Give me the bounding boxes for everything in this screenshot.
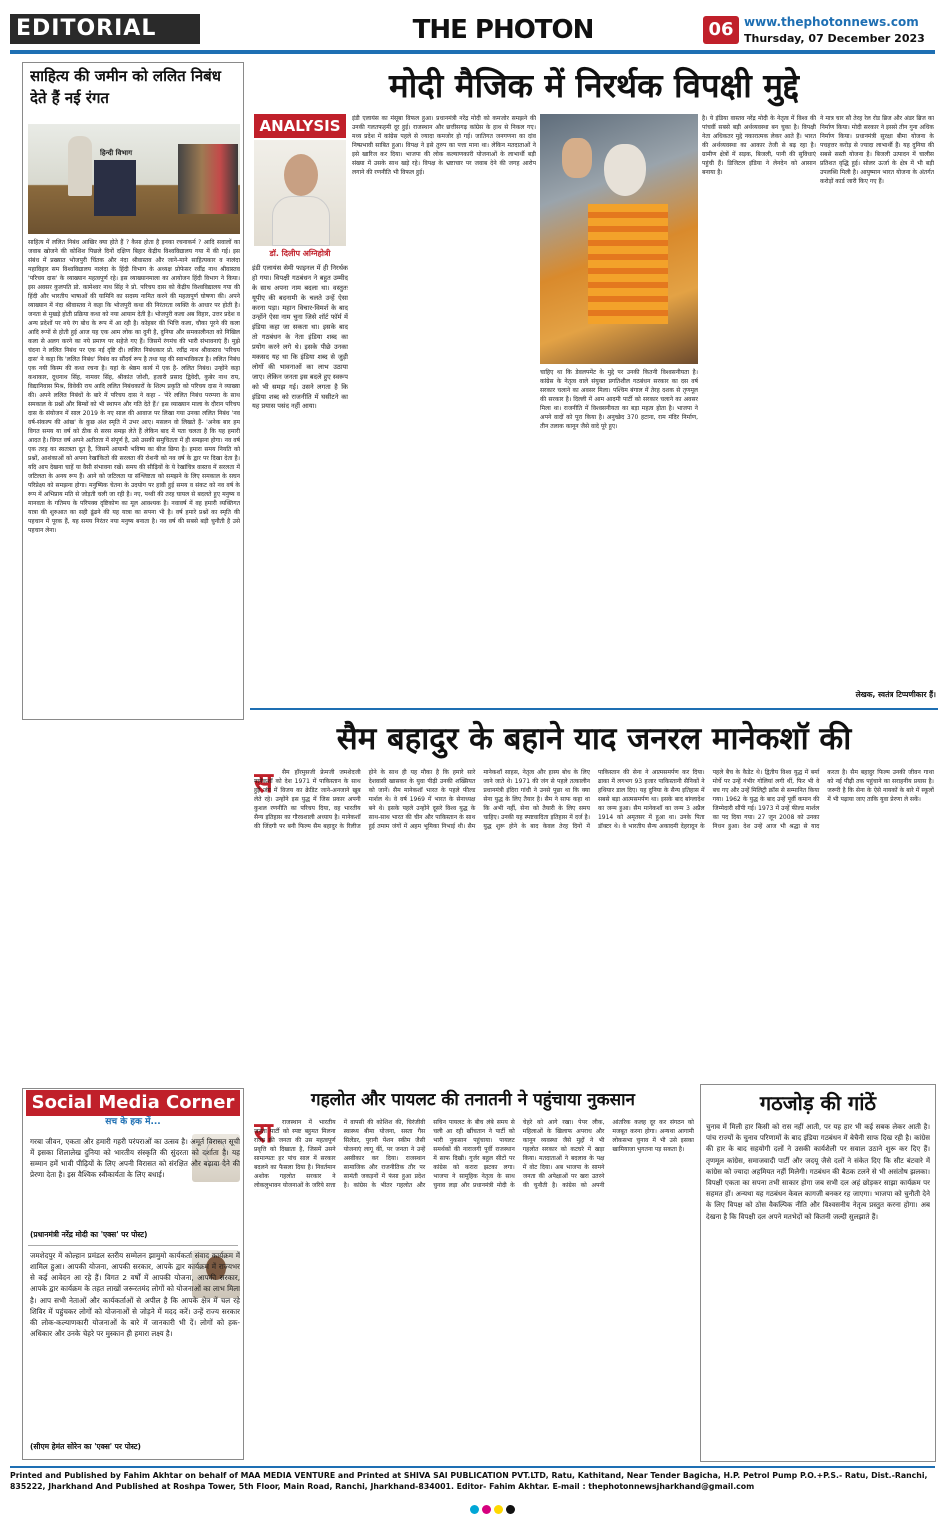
modi-hand (562, 138, 592, 178)
lead-col-g: ने मात्र चार सौ तेरह रेल रोड ब्रिज और अंडर ब्रिज का निर्माण किया। मोदी सरकार ने इससे तीन गुना अधिक निर्माण किया। प्रधानमंत्री सुरक्षा बीमा योजना के पचहत्तर करोड़ से ज्यादा लाभार्थी हैं। यह दुनिया की सबसे सस्ती योजना है। बिजली उत्पादन में चालीस प्रतिशत वृद्धि हुई। सोलर ऊर्जा के क्षेत्र में भी बड़ी उपलब्धि मिली है। आयुष्मान भारत योजना के अंतर्गत करोड़ों कार्ड जारी किए गए हैं। (820, 115, 934, 185)
social-title: Social Media Corner (26, 1090, 240, 1116)
crop-mark-magenta (482, 1505, 491, 1514)
website: www.thephotonnews.com (744, 15, 919, 29)
crop-mark-cyan (470, 1505, 479, 1514)
social-post2: जमशेदपुर में कोल्हान प्रमंडल स्तरीय सम्मेलन झामुमो कार्यकर्ता संवाद कार्यक्रम में शामिल हुआ। आपकी योजना, आपकी सरकार, आपके द्वार कार्यक्रम में राज्यभर से कई आवेदन आ रहे हैं। विगत 2 वर्षों में आपकी योजना, आपकी सरकार, आपके द्वार कार्यक्रम के तहत लाखों जरूरतमंद लोगों को योजनाओं का लाभ मिला है। आप सभी नेताओं और कार्यकर्ताओं से अपील है कि आपके क्षेत्र में चल रहे शिविर में पहुंचकर लोगों को योजनाओं से जोड़ने में मदद करें। उन्हें राज्य सरकार की लोक-कल्याणकारी योजनाओं के बारे में जानकारी भी दें। लोगों को हक-अधिकार और उनके चेहरे पर मुस्कान ही हमारा लक्ष्य है। (30, 1251, 240, 1339)
analysis-label: ANALYSIS (254, 114, 346, 138)
author-head (284, 154, 318, 196)
social-post2-by: (सीएम हेमंत सोरेन का 'एक्स' पर पोस्ट) (30, 1442, 141, 1451)
lead-col-d: चाहिए था कि डेवलपमेंट के मुद्दे पर उनकी कितनी विश्वसनीयता है। कांग्रेस के नेतृत्व वाले संयुक्त प्रगतिशील गठबंधन सरकार का दस वर्ष सरकार चलाने का अवसर मिला। पश्चिम बंगाल में तेरह दशक से तृणमूल की सरकार है। दिल्ली में आम आदमी पार्टी को सरकार चलाने का अवसर मिला था। राजनीति में विश्वसनीयता का बड़ा महत्व होता है। भाजपा ने अपने वादों को पूरा किया है। अनुच्छेद 370 हटाना, राम मंदिर निर्माण, तीन तलाक कानून जैसे वादे पूरे हुए। (540, 369, 698, 430)
left-story-headline: साहित्य की जमीन को ललित निबंध देते हैं नई रंगत (30, 67, 221, 107)
second-headline: सैम बहादुर के बहाने याद जनरल मानेकशॉ की (336, 721, 852, 757)
masthead-rule (10, 50, 935, 54)
section-label-text: EDITORIAL (16, 16, 157, 41)
lead-rule (250, 708, 938, 710)
social-subtitle: सच के हक में... (105, 1117, 161, 1127)
lead-headline: मोदी मैजिक में निरर्थक विपक्षी मुद्दे (389, 66, 799, 105)
third-headline: गहलोत और पायलट की तनातनी ने पहुंचाया नुकसान (311, 1090, 635, 1110)
crop-mark-yellow (494, 1505, 503, 1514)
author-photo (254, 140, 346, 246)
social-post1-by: (प्रधानमंत्री नरेंद्र मोदी का 'एक्स' पर पोस्ट) (30, 1230, 148, 1239)
left-story-photo (28, 124, 240, 234)
footer-rule (10, 1466, 935, 1468)
author-body (272, 196, 330, 246)
box-body: चुनाव में मिली हार किसी को रास नहीं आती, पर यह हार भी कई सबक लेकर आती है। पांच राज्यों के चुनाव परिणामों के बाद इंडिया गठबंधन में बेचैनी साफ दिख रही है। कांग्रेस की हार के बाद सहयोगी दलों ने उसकी कार्यशैली पर सवाल उठाने शुरू कर दिए हैं। तृणमूल कांग्रेस, समाजवादी पार्टी और जदयू जैसे दलों ने संकेत दिए कि सीट बंटवारे में कांग्रेस को ज्यादा अहमियत नहीं मिलेगी। गठबंधन की बैठक टलने से भी असंतोष झलका। विपक्षी एकता का सपना तभी साकार होगा जब सभी दल अहं छोड़कर साझा कार्यक्रम पर सहमत हों। अन्यथा यह गठबंधन केवल कागजी बनकर रह जाएगा। भाजपा को चुनौती देने के लिए विपक्ष को ठोस वैकल्पिक नीति और विश्वसनीय नेतृत्व प्रस्तुत करना होगा। अब देखना है कि विपक्षी दल अपने मतभेदों को कितनी जल्दी सुलझाते हैं। (706, 1123, 930, 1221)
social-divider (28, 1245, 238, 1246)
third-drop-cap: रा (254, 1118, 273, 1148)
left-story-body: साहित्य में ललित निबंध आखिर क्या होते हैं ? कैसा होता है इनका रचनाकर्म ? आदि सवालों का जवाब खोजने की कोशिश पिछले दिनों दक्षिण बिहार केंद्रीय विश्वविद्यालय गया में की गई। इस संबंध में प्रख्यात भोजपुरी चिंतक और नंदा श्रीवास्तव और जाने-माने साहित्यकार व नालंदा महाविहार सम विश्वविद्यालय नालंदा के हिंदी विभाग के अध्यक्ष प्रोफेसर रवींद्र नाथ श्रीवास्तव 'परिचय दास' के व्याख्यान महत्वपूर्ण रहे। इस व्याख्यानमाला का आयोजन हिंदी विभाग ने किया। इस अवसर कुलपति प्रो. कामेश्वर नाथ सिंह ने प्रो. परिचय दास को केंद्रीय विश्वविद्यालय गया की हिंदी और भारतीय भाषाओं की यामिनि का सदस्य नामित करने की महत्वपूर्ण घोषणा की। अपने व्याख्यान में नंदा श्रीवास्तव ने कहा कि भोजपुरी कथा की निरंतरता व्यक्ति के आधार पर होती है। जनता से मुखड़े होती प्रक्रिया कथा को नया आयाम देती है। भोजपुरी कला अब विहार, उत्तर प्रदेश व अन्य प्रदेशों पर नये रंग बोध के रूप में आ रही है। कोहबर की भित्ति कला, चौका पूरने की कला आदि रूपों से होती हुई आज यह एक आम लोक का दुनी है, दुनिया और समकालीनता को निखिल कला से अलग करने का नये प्रमाण पर सहेजे गए हैं। जिसमें रंगमंच की भारी संभावनाएं हैं। मुझे चंदना ने ललित निबंध पर एक नई दृष्टि दी। ललित निबंधकार प्रो. रवींद्र नाथ श्रीवास्तव 'परिचय दास' ने कहा कि 'ललित निबंध' निबंध का सौंदर्य रूप है तथा यह की स्वाभाविकता है। ललित निबंध एक नयी किस्म की कथा रचना है। यहां के श्रेष्ठम कार्य में एक है- ललित निबंध। उन्होंने कहा कथाकार, दूधनाथ सिंह, नामवर सिंह, श्रीकांत जोशी, हजारी प्रसाद द्विवेदी, कुबेर नाथ राय, विद्यानिवास मिश्र, विवेकी राय आदि ललित निबंधकारों के शिल्प प्रकृति को परिचय दास ने व्याख्या की। अपने ललित निबंधों के बारे में परिचय दास ने कहा - 'मेरे ललित निबंध परम्परा के साथ समकाल के प्रश्नों और बिम्बों को भी स्थापन और गति देते हैं।' इस व्याख्यान माला के दौरान परिचय दास के संयोजन में साल 2019 के नए साल की आवाज पर लिखा गया उनका ललित निबंध 'नव वर्ष-संकल्प की आंख' के कुछ अंश स्मृति में उभर आए। मसलन वो लिखते हैं- 'अनेक बार हम विगत समय या वर्ष को ठीक से सरस समझ लेते हैं लेकिन बाद में पता चलता है कि यह हमारी आदत है। विगत वर्ष अपने अतीतता में संपूर्ण है, उसे उसकी समुचितता में ही समझना होगा। नव वर्ष एक तरह का स्वतत्रता दूत है, जिसमें आयामी भविष्य का बीज छिपा है। हमारा समय नियति को प्रश्नों, आशंकाओं को अपना रेखांकितो की सरलता की रोशनी को नव वर्ष के द्वार पर दिखा देता है। यदि आप देखना चाहें या वैसी संभावना रखें। समय की सीढ़ियों के ये रेखांचित्र वास्तव में सरलता में जटिलता के अनय रूप हैं। आने को जटिलता या संश्लिष्टता को समझने के लिए समकाल के सघन परिप्रेक्ष्य को समझना होगा। मनुष्यिक चेतना के उदयोग पर हावी हुई समय व संकट को नव वर्ष के रूप में अभिप्राय मति से जोड़ती चली जा रही है। नए, पथ्वी की तरह घायल से बदलते हुए मनुष्य व मानवता के गतिमय के परिपक्व दृष्टिकोण का मूल आवश्यक है। नवावर्ष में वह हमारी व्यक्तिगत यात्रा की शुरुआत का सही ढूंढने की यह यात्रा का सपना भी है। वर्ष हमारे प्रश्नों का स्मृति की पहचान में पूरक हैं, यह समय निरंतर नया मनुष्य बनाता है। नव वर्ष की सबसे बड़ी चुनौती है उसे पहचान लेना। (28, 239, 240, 534)
lead-col-a: इंडी एलायंस सेमी फाइनल में ही निरर्थक हो गया। विपक्षी गठबंधन ने बहुत उम्मीद के साथ अपना नाम बदला था। वस्तुतः यूपीए की बदनामी के चलते उन्हें ऐसा करना पड़ा। महान विचार-विमर्श के बाद उन्होंने ऐसा नाम चुना जिसे शॉर्ट फॉर्म में इंडिया कहा जा सकता था। इसके बाद तो गठबंधन के नेता इंडिया शब्द का प्रयोग करने लगे थे। इसके पीछे उनका मकसद यह था कि इंडिया शब्द से जुड़ी लोगों की भावनाओं का लाभ उठाया जाए। लेकिन जनता इस बदले हुए स्वरूप को भी समझ गई। उसने लगता है कि इंडिया शब्द को राजनीति में घसीटने का यह प्रयास पसंद नहीं आया। (252, 264, 348, 411)
audience (178, 144, 238, 214)
box-headline: गठजोड़ की गांठें (759, 1091, 877, 1115)
saffron-garland (588, 204, 668, 324)
podium (94, 160, 136, 216)
lead-col-f: है। ये इंडिया वास्तव नरेंद्र मोदी के नेतृत्व में विश्व की पांचवीं सबसे बड़ी अर्थव्यवस्था बन चुका है। विपक्षी नेता अधिकतर मुद्दे नकारात्मक लेकर आते हैं। भारत की अर्थव्यवस्था का आकार तेजी से बढ़ रहा है। ग्रामीण क्षेत्रों में सड़क, बिजली, पानी की सुविधाएं पहुंची हैं। डिजिटल इंडिया ने लेनदेन को आसान बनाया है। (702, 115, 816, 176)
third-body: राजस्थान में भारतीय जनता पार्टी को स्पष्ट बहुमत मिलना राज्य की जनता की उस महत्वपूर्ण प्रवृत्ति को दिखाता है, जिसमें उसने सामान्यतः हर पांच साल में सरकार बदलने का फैसला दिया है। निवर्तमान अशोक गहलोत सरकार ने लोकलुभावन योजनाओं के जरिये सत्ता में वापसी की कोशिश की, चिरंजीवी स्वास्थ्य बीमा योजना, सस्ता गैस सिलेंडर, पुरानी पेंशन स्कीम जैसी योजनाएं लागू कीं, पर जनता ने उन्हें अस्वीकार कर दिया। राजस्थान सामाजिक और राजनीतिक तौर पर सामंती जकड़नों में फंसा हुआ प्रदेश है। कांग्रेस के भीतर गहलोत और सचिन पायलट के बीच लंबे समय से चली आ रही खींचतान ने पार्टी को भारी नुकसान पहुंचाया। पायलट समर्थकों की नाराजगी पूर्वी राजस्थान में साफ दिखी। गुर्जर बहुल सीटों पर कांग्रेस को करारा झटका लगा। भाजपा ने सामूहिक नेतृत्व के साथ चुनाव लड़ा और प्रधानमंत्री मोदी के चेहरे को आगे रखा। पेपर लीक, महिलाओं के खिलाफ अपराध और कानून व्यवस्था जैसे मुद्दों ने भी गहलोत सरकार को कटघरे में खड़ा किया। मतदाताओं ने बदलाव के पक्ष में वोट दिया। अब भाजपा के सामने जनता की अपेक्षाओं पर खरा उतरने की चुनौती है। कांग्रेस को अपनी आंतरिक कलह दूर कर संगठन को मजबूत करना होगा। अन्यथा आगामी लोकसभा चुनाव में भी उसे इसका खामियाजा भुगतना पड़ सकता है। (254, 1119, 694, 1189)
lead-col-b: इंडी एलायंस का मंसूबा विफल हुआ। प्रधानमंत्री नरेंद्र मोदी को कमजोर समझने की उनकी गलतफहमी दूर हुई। राजस्थान और छत्तीसगढ़ कांग्रेस के हाथ से निकल गए। मध्य प्रदेश में कांग्रेस पहले से ज्यादा कमजोर हो गई। जातिगत जनगणना का दांव निष्प्रभावी साबित हुआ। विपक्ष ने इसे तुरुप का पत्ता माना था। लेकिन मतदाताओं ने इसे खारिज कर दिया। भाजपा की लोक कल्याणकारी योजनाओं के लाभार्थी बड़ी संख्या में उसके साथ खड़े रहे। विपक्ष के भ्रष्टाचार पर जवाब देने की जगह आरोप लगाने की रणनीति भी विफल हुई। (352, 115, 536, 176)
page-number: 06 (703, 16, 739, 44)
lead-photo (540, 114, 698, 364)
social-post1: गरबा जीवन, एकता और हमारी गहरी परंपराओं का उत्सव है। अमूर्त विरासत सूची में इसका शिलालेख दुनिया को भारतीय संस्कृति की सुंदरता को दर्शाता है। यह सम्मान हमें भावी पीढ़ियों के लिए अपनी विरासत को संरक्षित और बढ़ावा देने की प्रेरणा देता है। इस वैश्विक स्वीकार्यता के लिए बधाई। (30, 1137, 240, 1180)
section-label (10, 14, 200, 44)
second-body: सैम हॉरमुसजी फ्रेमजी जमशेदजी मानेकशॉ को देश 1971 में पाकिस्तान के साथ हुई जंग में विजय का क्रेडिट जाने-अनजाने खूब लेते रहे। उन्होंने इस युद्ध में जिस प्रकार अपनी कुशल रणनीति का परिचय दिया, वह भारतीय सैन्य इतिहास का गौरवशाली अध्याय है। मानेकशॉ की जिंदगी पर बनी फिल्म सैम बहादुर के रिलीज होने के साथ ही यह मौका है कि हमारे सारे देशवासी खासकर के युवा पीढ़ी उनकी शख्सियत को जानें। सैम मानेकशॉ भारत के पहले फील्ड मार्शल थे। वे वर्ष 1969 में भारत के सेनाध्यक्ष बने थे। इसके पहले उन्होंने दूसरे विश्व युद्ध के साथ-साथ भारत की चीन और पाकिस्तान के साथ हुई तमाम जंगों में अहम भूमिका निभाई थी। सैम मानेकशॉ साहस, नेतृत्व और हास्य बोध के लिए जाने जाते थे। 1971 की जंग से पहले तत्कालीन प्रधानमंत्री इंदिरा गांधी ने उनसे पूछा था कि क्या सेना युद्ध के लिए तैयार है। सैम ने साफ कहा था कि अभी नहीं, सेना को तैयारी के लिए समय चाहिए। उनकी यह स्पष्टवादिता इतिहास में दर्ज है। युद्ध शुरू होने के बाद केवल तेरह दिनों में पाकिस्तान की सेना ने आत्मसमर्पण कर दिया। ढाका में लगभग 93 हजार पाकिस्तानी सैनिकों ने हथियार डाल दिए। यह दुनिया के सैन्य इतिहास में सबसे बड़ा आत्मसमर्पण था। इसके बाद बांग्लादेश का जन्म हुआ। सैम मानेकशॉ का जन्म 3 अप्रैल 1914 को अमृतसर में हुआ था। उनके पिता डॉक्टर थे। वे भारतीय सैन्य अकादमी देहरादून के पहले बैच के कैडेट थे। द्वितीय विश्व युद्ध में बर्मा मोर्चे पर उन्हें गंभीर गोलियां लगी थीं, फिर भी वे बच गए और उन्हें मिलिट्री क्रॉस से सम्मानित किया गया। 1962 के युद्ध के बाद उन्हें पूर्वी कमान की जिम्मेदारी सौंपी गई। 1973 में उन्हें फील्ड मार्शल का पद दिया गया। 27 जून 2008 को उनका निधन हुआ। देश उन्हें आज भी श्रद्धा से याद करता है। सैम बहादुर फिल्म उनकी जीवन गाथा को नई पीढ़ी तक पहुंचाने का सराहनीय प्रयास है। जरूरी है कि सेना के ऐसे नायकों के बारे में स्कूलों में भी पढ़ाया जाए ताकि युवा प्रेरणा ले सकें। (254, 769, 934, 830)
imprint: Printed and Published by Fahim Akhtar on behalf of MAA MEDIA VENTURE and Printed at SHIVA SAI PUBLICATION PVT.LTD, Ratu, Kathitand, Near Tender Bagicha, H.P. Petrol Pump P.O.+P.S.- Ratu, Dist.-Ranchi, 835222, Jharkhand And Published at Roshpa Tower, 5th Floor, Main Road, Ranchi, Jharkhand-834001. Editor- Fahim Akhtar. E-mail : thephotonnewsjharkhand@gmail.com (10, 1471, 928, 1492)
author-byline: डॉ. दिलीप अग्निहोत्री (269, 249, 331, 258)
banner-label: हिन्दी विभाग (100, 149, 133, 157)
drop-cap: स (254, 768, 273, 798)
speaker-figure (68, 136, 92, 196)
modi-head (604, 144, 646, 196)
date: Thursday, 07 December 2023 (744, 32, 925, 45)
paper-name: THE PHOTON (412, 15, 594, 45)
crop-mark-black (506, 1505, 515, 1514)
lead-footnote: लेखक, स्वतंत्र टिप्पणीकार हैं। (855, 690, 936, 699)
